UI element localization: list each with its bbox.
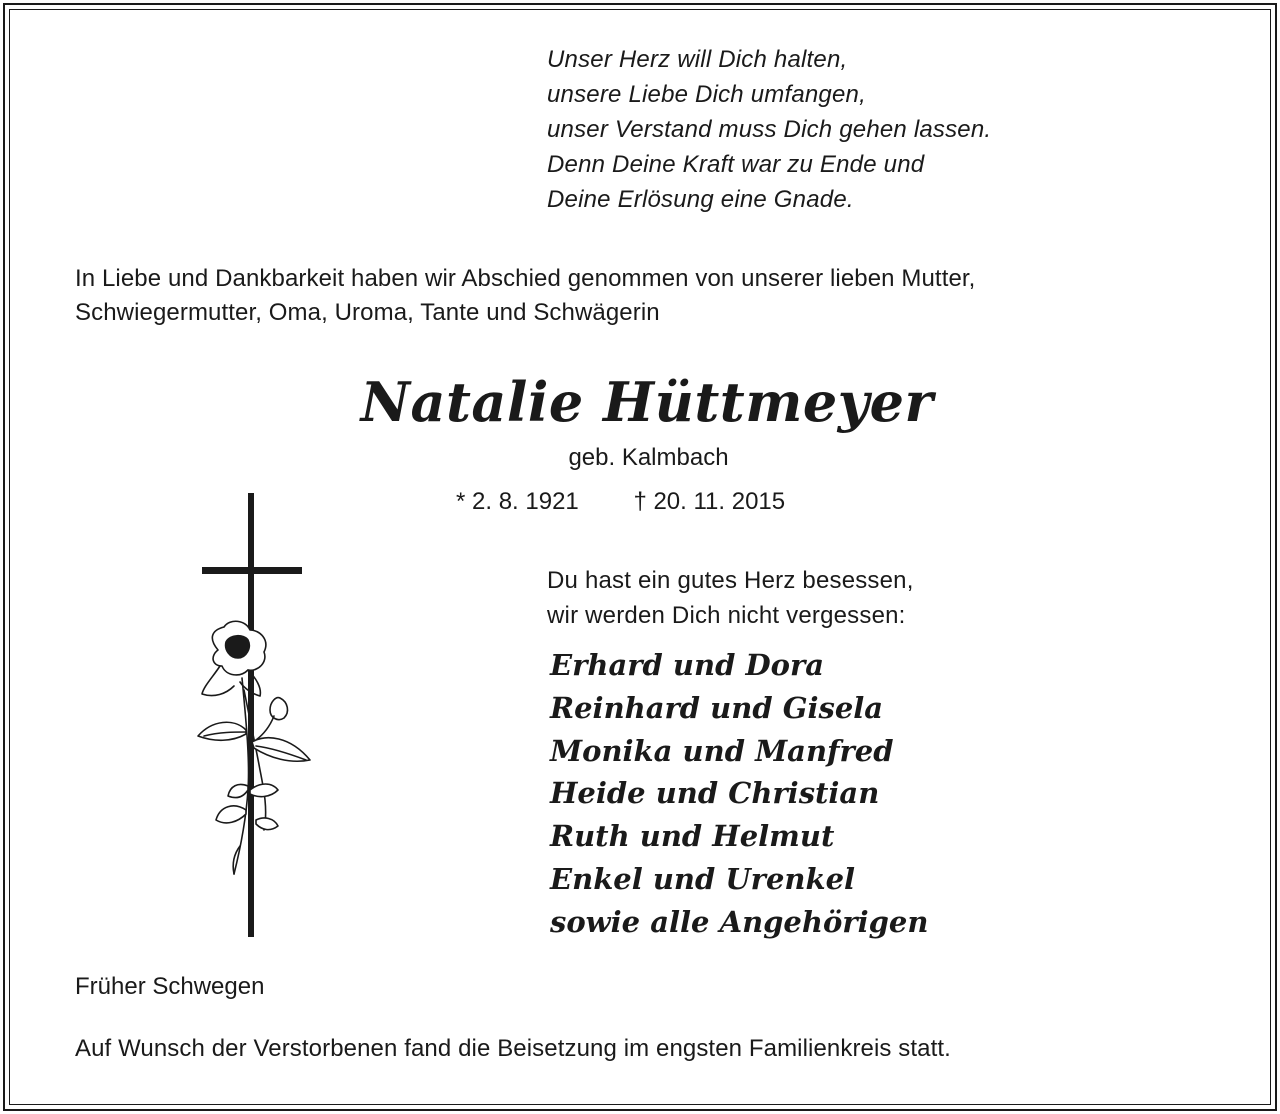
poem-line: Denn Deine Kraft war zu Ende und — [547, 151, 925, 178]
verse-line: wir werden Dich nicht vergessen: — [547, 602, 906, 629]
mourner-entry: Monika und Manfred — [550, 733, 894, 768]
deceased-name: Natalie Hüttmeyer — [360, 370, 934, 434]
opening-poem — [547, 42, 991, 217]
poem-line: unser Verstand muss Dich gehen lassen. — [547, 116, 992, 143]
maiden-name: geb. Kalmbach — [568, 444, 729, 471]
intro-line: Schwiegermutter, Oma, Uroma, Tante und Schwägerin — [75, 299, 660, 326]
cross-with-rose-icon — [190, 490, 320, 940]
mourner-entry: Reinhard und Gisela — [550, 690, 884, 725]
intro-line: In Liebe und Dankbarkeit haben wir Abschied genommen von unserer lieben Mutter, — [75, 265, 976, 292]
intro-text — [75, 262, 975, 330]
former-residence: Früher Schwegen — [75, 973, 265, 1000]
mourner-entry: Erhard und Dora — [550, 648, 825, 682]
poem-line: Deine Erlösung eine Gnade. — [547, 186, 854, 213]
memorial-verse — [547, 563, 914, 633]
mourner-entry: Heide und Christian — [550, 776, 880, 811]
mourner-entry: Ruth und Helmut — [550, 819, 835, 854]
verse-line: Du hast ein gutes Herz besessen, — [547, 567, 914, 594]
death-date: † 20. 11. 2015 — [633, 488, 786, 515]
poem-line: unsere Liebe Dich umfangen, — [547, 81, 866, 108]
poem-line: Unser Herz will Dich halten, — [547, 46, 848, 73]
mourner-entry: Enkel und Urenkel — [550, 861, 856, 896]
life-dates — [456, 486, 785, 518]
birth-date: * 2. 8. 1921 — [456, 488, 579, 515]
mourners-list — [550, 644, 928, 944]
funeral-notice: Auf Wunsch der Verstorbenen fand die Beisetzung im engsten Familienkreis statt. — [75, 1035, 951, 1062]
mourner-entry: sowie alle Angehörigen — [550, 904, 929, 939]
